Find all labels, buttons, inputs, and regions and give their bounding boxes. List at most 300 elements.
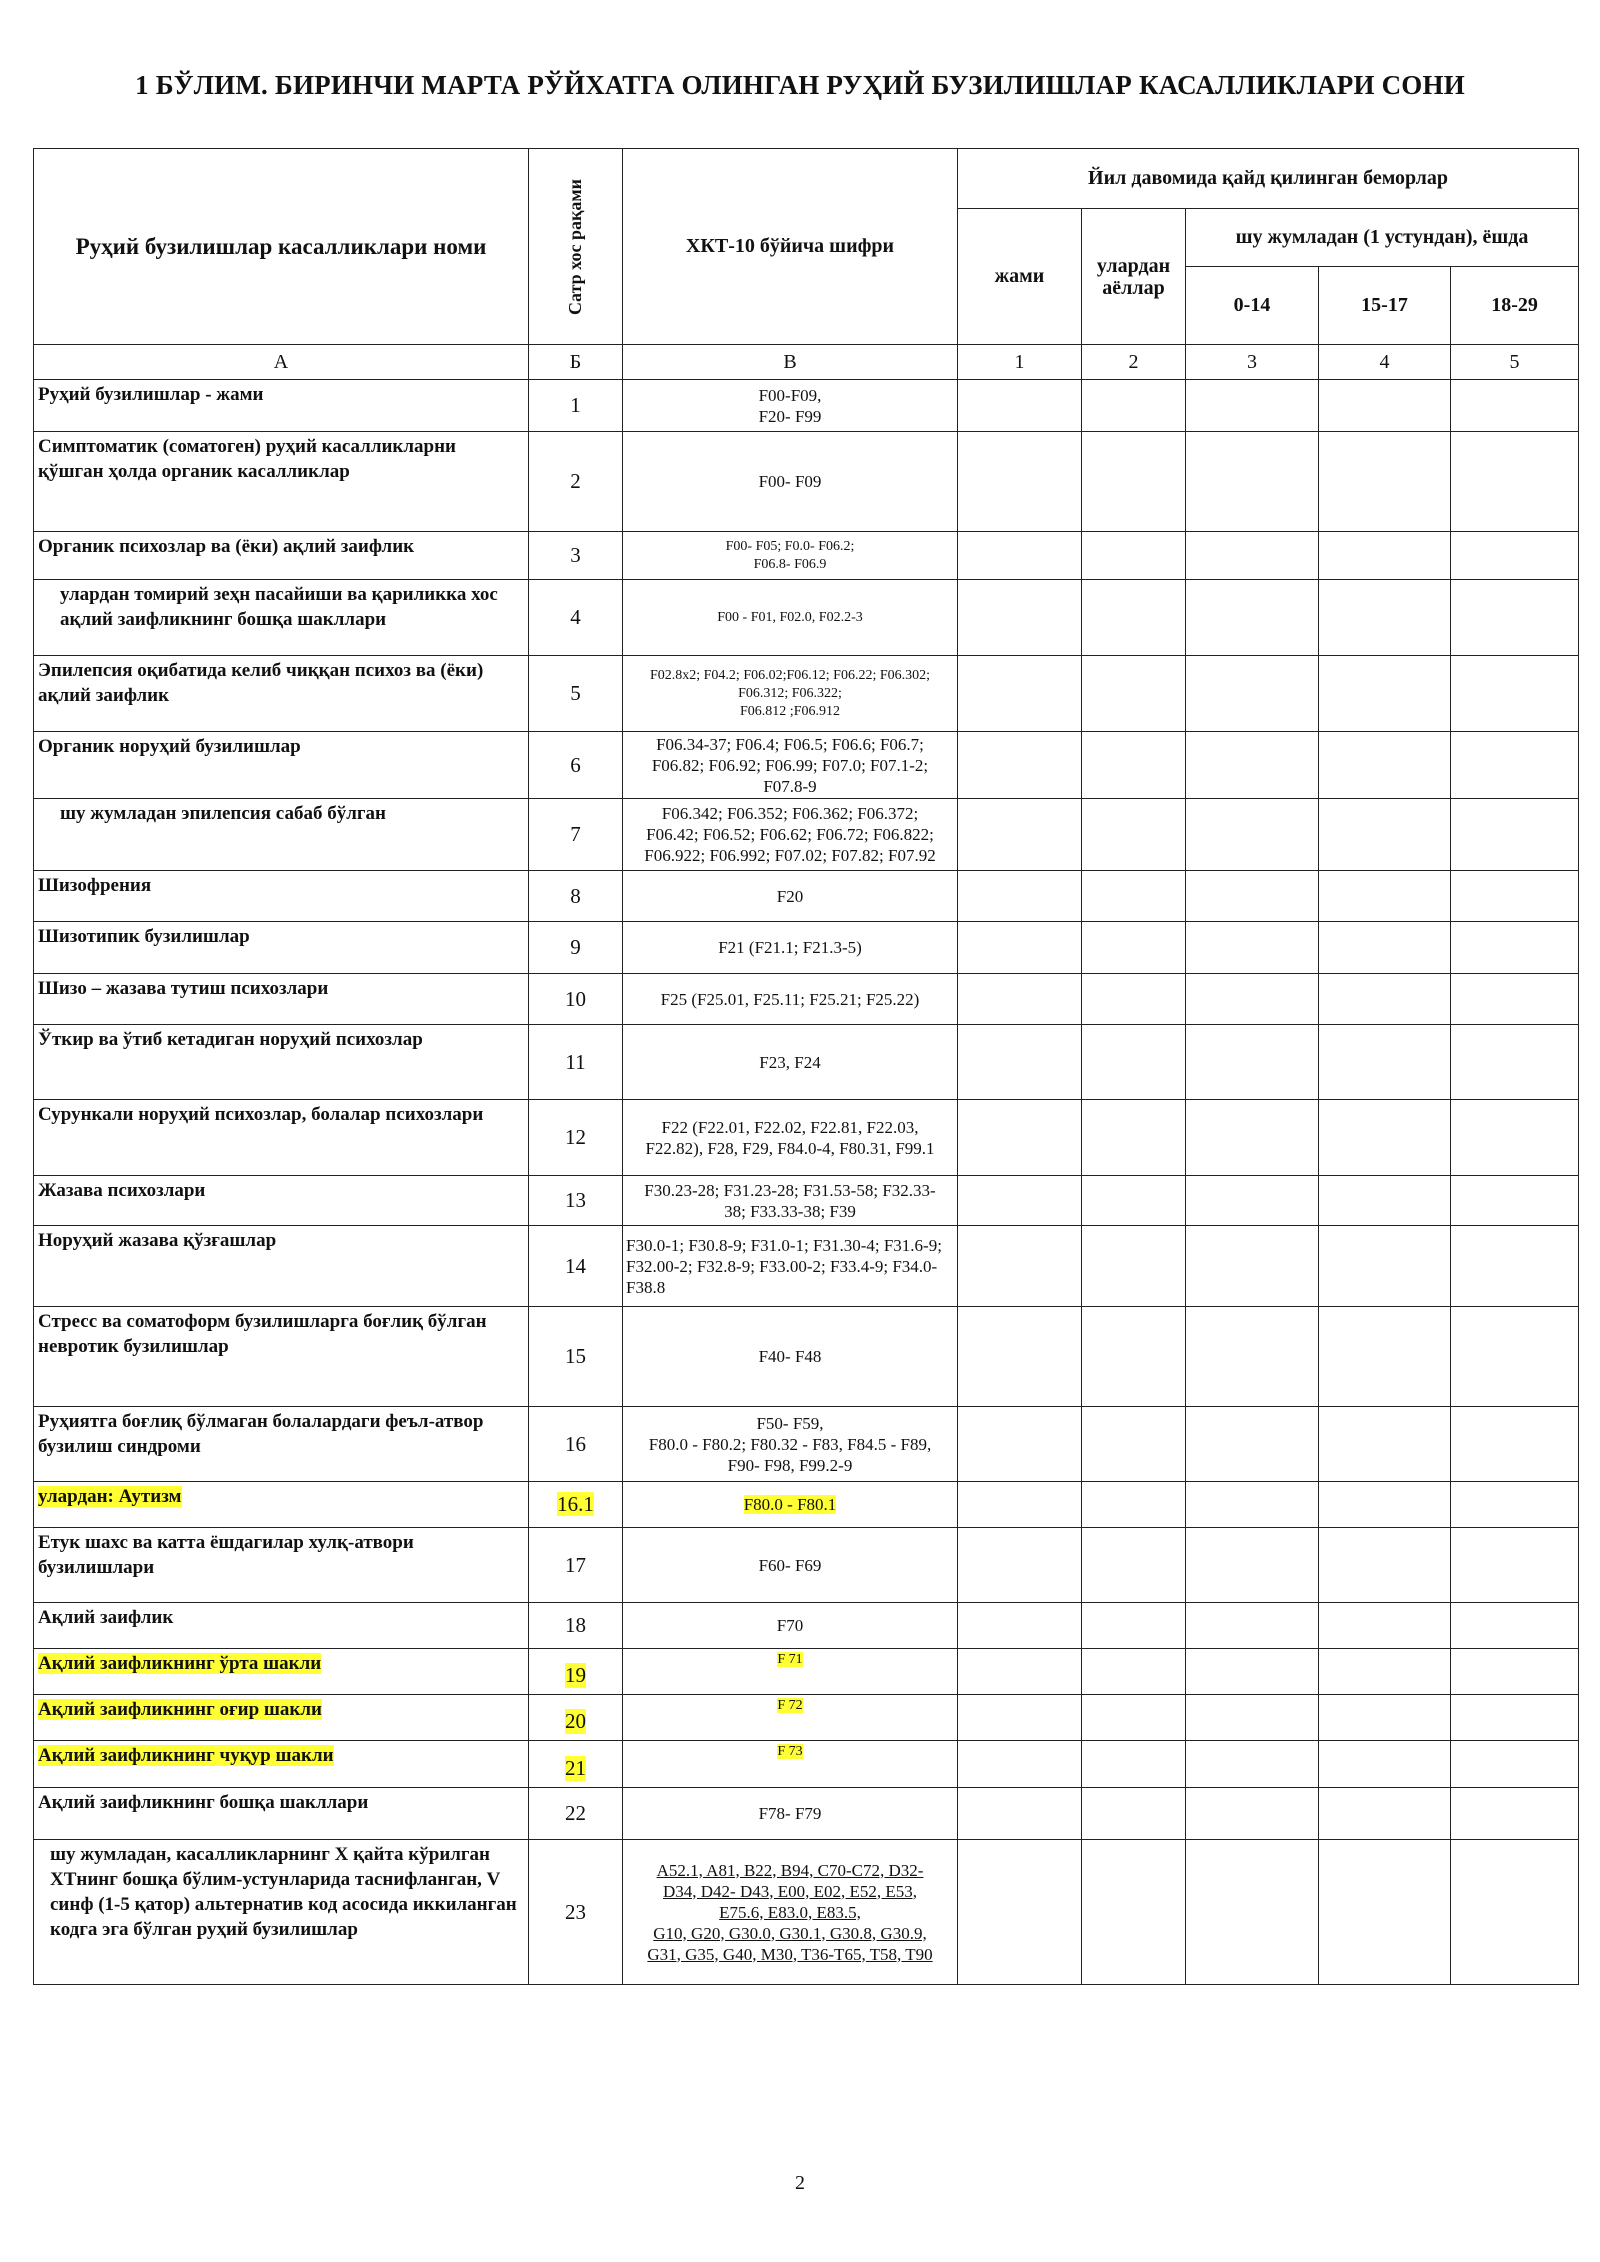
data-cell[interactable] (1451, 1100, 1579, 1176)
row-icd-code-text: F00-F09, F20- F99 (758, 385, 822, 426)
column-letter: В (623, 345, 958, 380)
row-name (34, 1603, 529, 1649)
row-icd-code (623, 1603, 958, 1649)
data-cell[interactable] (1186, 1695, 1319, 1741)
row-name-text: улардан томирий зеҳн пасайиши ва қариликка хос ақлий заифликнинг бошқа шакллари (60, 584, 498, 630)
table-row (34, 1307, 1579, 1407)
row-icd-code-text: F 73 (777, 1744, 803, 1759)
data-cell[interactable] (1082, 380, 1186, 432)
data-cell[interactable] (1186, 380, 1319, 432)
data-cell[interactable] (958, 732, 1082, 799)
row-number-text: 6 (570, 752, 581, 777)
data-cell[interactable] (1082, 871, 1186, 922)
row-name-text: Ақлий заифликнинг ўрта шакли (38, 1653, 322, 1674)
data-cell[interactable] (1451, 1528, 1579, 1603)
data-cell[interactable] (1319, 1528, 1451, 1603)
data-cell[interactable] (1319, 1695, 1451, 1741)
header-total: жами (958, 209, 1082, 345)
row-number-text: 1 (570, 393, 581, 417)
table-row (34, 1649, 1579, 1695)
column-letter: 5 (1451, 345, 1579, 380)
row-number (529, 432, 623, 532)
data-cell[interactable] (958, 1482, 1082, 1528)
row-name (34, 922, 529, 974)
table-row (34, 1788, 1579, 1840)
row-number-text: 7 (570, 822, 581, 846)
header-code (623, 149, 958, 345)
data-cell[interactable] (1319, 922, 1451, 974)
row-number (529, 1788, 623, 1840)
row-icd-code-text: A52.1, A81, B22, B94, C70-C72, D32- D34, D42- D43, E00, E02, E52, E53, E75.6, E83.0, E83.5, G10, G20, G30.0, G30.1, G30.8, G30.9, G31, G35, G40, M30, T36-T65, T58, T90 (647, 1860, 933, 1964)
column-letter: 1 (958, 345, 1082, 380)
row-number (529, 1025, 623, 1100)
data-cell[interactable] (958, 1528, 1082, 1603)
row-icd-code-text: F20 (776, 886, 804, 906)
row-icd-code-text: F06.34-37; F06.4; F06.5; F06.6; F06.7; F06.82; F06.92; F06.99; F07.0; F07.1-2; F07.8-9 (651, 734, 929, 796)
row-icd-code (623, 1176, 958, 1226)
row-number (529, 1226, 623, 1307)
data-cell[interactable] (1451, 1695, 1579, 1741)
row-icd-code-text: F 72 (777, 1698, 803, 1713)
table-row (34, 656, 1579, 732)
row-name-text: Шизофрения (38, 875, 152, 896)
row-name-text: Ақлий заифликнинг бошқа шакллари (38, 1792, 369, 1813)
data-cell[interactable] (1319, 974, 1451, 1025)
data-cell[interactable] (1082, 1741, 1186, 1788)
row-number (529, 1100, 623, 1176)
data-cell[interactable] (958, 580, 1082, 656)
row-icd-code-text: F50- F59, F80.0 - F80.2; F80.32 - F83, F84.5 - F89, F90- F98, F99.2-9 (648, 1413, 932, 1475)
data-cell[interactable] (1082, 1528, 1186, 1603)
row-name-text: Норуҳий жазава қўзғашлар (38, 1230, 277, 1251)
row-number-text: 5 (570, 681, 581, 705)
table-row (34, 732, 1579, 799)
data-cell[interactable] (1451, 580, 1579, 656)
row-name (34, 432, 529, 532)
row-name (34, 1649, 529, 1695)
row-name-text: шу жумладан эпилепсия сабаб бўлган (60, 803, 386, 824)
row-icd-code (623, 1100, 958, 1176)
data-cell[interactable] (1319, 1741, 1451, 1788)
table-body (34, 380, 1579, 1985)
row-number-text: 18 (565, 1613, 586, 1637)
data-cell[interactable] (958, 1741, 1082, 1788)
data-cell[interactable] (1451, 532, 1579, 580)
data-cell[interactable] (958, 1307, 1082, 1407)
row-icd-code (623, 922, 958, 974)
row-icd-code-text: F22 (F22.01, F22.02, F22.81, F22.03, F22.82), F28, F29, F84.0-4, F80.31, F99.1 (645, 1117, 935, 1158)
data-cell[interactable] (1319, 871, 1451, 922)
row-number (529, 580, 623, 656)
table-row (34, 1025, 1579, 1100)
header-age-0-14: 0-14 (1186, 267, 1319, 345)
row-icd-code-text: F80.0 - F80.1 (743, 1495, 837, 1514)
row-name-text: Руҳий бузилишлар - жами (38, 384, 264, 405)
row-number (529, 380, 623, 432)
data-cell[interactable] (1451, 1649, 1579, 1695)
row-number-text: 12 (565, 1125, 586, 1149)
data-cell[interactable] (958, 799, 1082, 871)
row-number-text: 9 (570, 935, 581, 959)
row-number-text: 11 (565, 1049, 586, 1074)
data-cell[interactable] (1319, 1307, 1451, 1407)
data-cell[interactable] (1082, 799, 1186, 871)
row-name-text: шу жумладан, касалликларнинг X қайта кўрилган ХТнинг бошқа бўлим-устунларида таснифланган, V синф (1-5 қатор) альтернатив код асосида иккиланган кодга эга бўлган руҳий бузилишлар (50, 1844, 517, 1940)
data-cell[interactable] (1451, 1603, 1579, 1649)
data-cell[interactable] (1186, 532, 1319, 580)
row-name (34, 532, 529, 580)
row-icd-code-text: F23, F24 (759, 1052, 821, 1072)
row-name (34, 871, 529, 922)
row-icd-code-text: F25 (F25.01, F25.11; F25.21; F25.22) (660, 989, 920, 1009)
row-name (34, 1176, 529, 1226)
table-row (34, 380, 1579, 432)
data-cell[interactable] (1082, 656, 1186, 732)
row-number (529, 1307, 623, 1407)
data-cell[interactable] (1319, 1100, 1451, 1176)
data-cell[interactable] (1082, 922, 1186, 974)
row-name-text: Ўткир ва ўтиб кетадиган норуҳий психозлар (38, 1029, 423, 1050)
row-icd-code (623, 871, 958, 922)
row-number-text: 21 (565, 1755, 586, 1780)
row-name (34, 732, 529, 799)
data-cell[interactable] (1186, 1100, 1319, 1176)
row-name-text: Жазава психозлари (38, 1180, 206, 1201)
data-cell[interactable] (1186, 1407, 1319, 1482)
row-icd-code-text: F60- F69 (758, 1555, 822, 1575)
table-row (34, 974, 1579, 1025)
row-name-text: Сурункали норуҳий психозлар, болалар психозлари (38, 1104, 484, 1125)
row-name-text: Органик психозлар ва (ёки) ақлий заифлик (38, 536, 415, 557)
row-icd-code (623, 1025, 958, 1100)
data-cell[interactable] (1186, 871, 1319, 922)
data-cell[interactable] (958, 1176, 1082, 1226)
row-icd-code (623, 1788, 958, 1840)
data-cell[interactable] (1319, 732, 1451, 799)
data-cell[interactable] (1451, 1482, 1579, 1528)
table-row (34, 1741, 1579, 1788)
table-row (34, 799, 1579, 871)
row-number-text: 23 (565, 1899, 586, 1924)
data-cell[interactable] (1451, 922, 1579, 974)
row-icd-code (623, 1741, 958, 1788)
row-number (529, 1176, 623, 1226)
row-name-text: Ақлий заифликнинг чуқур шакли (38, 1745, 334, 1766)
data-cell[interactable] (1451, 871, 1579, 922)
row-name-text: Эпилепсия оқибатида келиб чиққан психоз ва (ёки) ақлий заифлик (38, 660, 484, 706)
row-name-text: Симптоматик (соматоген) руҳий касалликларни қўшган ҳолда органик касалликлар (38, 436, 456, 482)
row-number (529, 1603, 623, 1649)
page-number: 2 (795, 2172, 805, 2194)
data-cell[interactable] (1082, 1603, 1186, 1649)
row-number (529, 1840, 623, 1985)
table-row (34, 532, 1579, 580)
row-number (529, 656, 623, 732)
data-cell[interactable] (958, 1025, 1082, 1100)
row-name (34, 1695, 529, 1741)
data-cell[interactable] (1319, 432, 1451, 532)
data-cell[interactable] (1319, 580, 1451, 656)
data-cell[interactable] (1186, 974, 1319, 1025)
table-row (34, 1100, 1579, 1176)
row-number (529, 974, 623, 1025)
row-number-text: 4 (570, 605, 581, 629)
row-name (34, 1407, 529, 1482)
data-cell[interactable] (958, 1100, 1082, 1176)
table-row (34, 1482, 1579, 1528)
row-icd-code (623, 532, 958, 580)
row-name-text: Органик норуҳий бузилишлар (38, 736, 301, 757)
row-number-text: 14 (565, 1253, 586, 1278)
data-cell[interactable] (1082, 1176, 1186, 1226)
data-cell[interactable] (1319, 1176, 1451, 1226)
row-icd-code (623, 1407, 958, 1482)
data-cell[interactable] (1451, 974, 1579, 1025)
row-number (529, 922, 623, 974)
data-cell[interactable] (1186, 732, 1319, 799)
row-number-text: 22 (565, 1801, 586, 1825)
table-row (34, 1603, 1579, 1649)
data-cell[interactable] (1082, 1100, 1186, 1176)
data-cell[interactable] (1082, 1226, 1186, 1307)
data-cell[interactable] (1082, 1788, 1186, 1840)
row-number (529, 1649, 623, 1695)
row-name (34, 1528, 529, 1603)
data-cell[interactable] (1319, 1788, 1451, 1840)
header-age-group: шу жумладан (1 устундан), ёшда (1186, 209, 1579, 267)
row-icd-code-text: F00- F05; F0.0- F06.2; F06.8- F06.9 (725, 538, 855, 572)
row-name (34, 656, 529, 732)
data-cell[interactable] (1451, 732, 1579, 799)
row-name (34, 1226, 529, 1307)
table-row (34, 580, 1579, 656)
row-icd-code (623, 1649, 958, 1695)
column-letter: 2 (1082, 345, 1186, 380)
data-cell[interactable] (958, 380, 1082, 432)
data-cell[interactable] (1319, 1025, 1451, 1100)
data-cell[interactable] (1082, 1407, 1186, 1482)
data-cell[interactable] (1451, 1025, 1579, 1100)
page-title: 1 БЎЛИМ. БИРИНЧИ МАРТА РЎЙХАТГА ОЛИНГАН РУҲИЙ БУЗИЛИШЛАР КАСАЛЛИКЛАРИ СОНИ (135, 70, 1465, 100)
data-cell[interactable] (1319, 656, 1451, 732)
data-cell[interactable] (1082, 532, 1186, 580)
data-cell[interactable] (1082, 974, 1186, 1025)
row-number (529, 1528, 623, 1603)
data-cell[interactable] (1082, 432, 1186, 532)
row-name (34, 1307, 529, 1407)
row-icd-code (623, 799, 958, 871)
row-name-text: Стресс ва соматоформ бузилишларга боғлиқ бўлган невротик бузилишлар (38, 1311, 487, 1357)
row-number (529, 1482, 623, 1528)
row-icd-code (623, 1840, 958, 1985)
data-cell[interactable] (1451, 656, 1579, 732)
header-families: улардан аёллар (1082, 209, 1186, 345)
row-number (529, 732, 623, 799)
header-age-18-29: 18-29 (1451, 267, 1579, 345)
row-name (34, 974, 529, 1025)
data-cell[interactable] (1186, 1741, 1319, 1788)
row-icd-code (623, 974, 958, 1025)
row-icd-code (623, 1226, 958, 1307)
report-table (33, 148, 1579, 1985)
header-name (34, 149, 529, 345)
data-cell[interactable] (958, 532, 1082, 580)
data-cell[interactable] (1451, 1226, 1579, 1307)
row-icd-code (623, 580, 958, 656)
data-cell[interactable] (1451, 1840, 1579, 1985)
data-cell[interactable] (1186, 1840, 1319, 1985)
data-cell[interactable] (1319, 380, 1451, 432)
row-name (34, 1482, 529, 1528)
data-cell[interactable] (1186, 1528, 1319, 1603)
row-name-text: Ақлий заифлик (38, 1607, 174, 1628)
data-cell[interactable] (1319, 799, 1451, 871)
row-name (34, 1840, 529, 1985)
row-name (34, 799, 529, 871)
data-cell[interactable] (1319, 1226, 1451, 1307)
header-registered: Йил давомида қайд қилинган беморлар (958, 149, 1579, 209)
row-name (34, 380, 529, 432)
row-number (529, 871, 623, 922)
data-cell[interactable] (1186, 1603, 1319, 1649)
data-cell[interactable] (1186, 799, 1319, 871)
data-cell[interactable] (1082, 1025, 1186, 1100)
column-letter: 3 (1186, 345, 1319, 380)
table-row (34, 1407, 1579, 1482)
data-cell[interactable] (1319, 1649, 1451, 1695)
table-row (34, 1695, 1579, 1741)
header-name-text: Руҳий бузилишлар касалликлари номи (75, 234, 487, 259)
data-cell[interactable] (958, 1695, 1082, 1741)
header-row-num (529, 149, 623, 345)
table-row (34, 871, 1579, 922)
header-age-15-17: 15-17 (1319, 267, 1451, 345)
data-cell[interactable] (1186, 432, 1319, 532)
column-letter: Б (529, 345, 623, 380)
data-cell[interactable] (958, 922, 1082, 974)
data-cell[interactable] (958, 1840, 1082, 1985)
row-icd-code-text: F00- F09 (758, 472, 822, 491)
data-cell[interactable] (958, 871, 1082, 922)
data-cell[interactable] (1186, 1307, 1319, 1407)
row-number (529, 1407, 623, 1482)
data-cell[interactable] (1082, 580, 1186, 656)
data-cell[interactable] (1319, 1840, 1451, 1985)
row-name (34, 1100, 529, 1176)
row-number (529, 1695, 623, 1741)
data-cell[interactable] (1186, 1788, 1319, 1840)
data-cell[interactable] (1082, 1840, 1186, 1985)
data-cell[interactable] (1082, 1695, 1186, 1741)
row-number-text: 3 (570, 543, 581, 567)
row-number-text: 15 (565, 1344, 586, 1368)
data-cell[interactable] (958, 974, 1082, 1025)
row-number-text: 13 (565, 1188, 586, 1212)
data-cell[interactable] (1186, 1025, 1319, 1100)
row-number-text: 16.1 (557, 1492, 594, 1516)
data-cell[interactable] (1186, 1226, 1319, 1307)
data-cell[interactable] (958, 432, 1082, 532)
column-letters-row (34, 345, 1579, 380)
row-name-text: Шизотипик бузилишлар (38, 926, 250, 947)
row-number-text: 10 (565, 986, 586, 1011)
row-name-text: улардан: Аутизм (38, 1486, 182, 1507)
row-number (529, 1741, 623, 1788)
row-name-text: Ақлий заифликнинг оғир шакли (38, 1699, 322, 1720)
row-number-text: 2 (570, 469, 581, 493)
data-cell[interactable] (958, 1603, 1082, 1649)
column-letter: А (34, 345, 529, 380)
row-icd-code (623, 1482, 958, 1528)
row-icd-code (623, 1695, 958, 1741)
row-number-text: 20 (565, 1709, 586, 1733)
table-row (34, 922, 1579, 974)
row-icd-code (623, 656, 958, 732)
data-cell[interactable] (1082, 1482, 1186, 1528)
row-name (34, 1741, 529, 1788)
data-cell[interactable] (1451, 1788, 1579, 1840)
row-icd-code (623, 432, 958, 532)
data-cell[interactable] (1082, 732, 1186, 799)
row-name (34, 1788, 529, 1840)
row-icd-code-text: F78- F79 (758, 1804, 822, 1823)
data-cell[interactable] (958, 1649, 1082, 1695)
data-cell[interactable] (1186, 1482, 1319, 1528)
row-name (34, 580, 529, 656)
header-row-num-text: Сатр хос рақами (565, 178, 585, 315)
row-icd-code-text: F 71 (777, 1652, 803, 1667)
table-row (34, 1226, 1579, 1307)
data-cell[interactable] (1186, 580, 1319, 656)
row-icd-code-text: F02.8x2; F04.2; F06.02;F06.12; F06.22; F06.302; F06.312; F06.322; F06.812 ;F06.912 (649, 667, 931, 719)
row-number (529, 532, 623, 580)
table-row (34, 432, 1579, 532)
data-cell[interactable] (1451, 799, 1579, 871)
data-cell[interactable] (1319, 532, 1451, 580)
data-cell[interactable] (1186, 656, 1319, 732)
data-cell[interactable] (1082, 1307, 1186, 1407)
row-name-text: Руҳиятга боғлиқ бўлмаган болалардаги феъл-атвор бузилиш синдроми (38, 1411, 484, 1457)
data-cell[interactable] (1186, 922, 1319, 974)
data-cell[interactable] (1319, 1482, 1451, 1528)
data-cell[interactable] (958, 1788, 1082, 1840)
data-cell[interactable] (958, 1407, 1082, 1482)
row-name-text: Шизо – жазава тутиш психозлари (38, 978, 329, 999)
row-icd-code-text: F00 - F01, F02.0, F02.2-3 (717, 609, 863, 625)
data-cell[interactable] (958, 656, 1082, 732)
data-cell[interactable] (1451, 1741, 1579, 1788)
row-icd-code-text: F30.0-1; F30.8-9; F31.0-1; F31.30-4; F31.6-9; F32.00-2; F32.8-9; F33.00-2; F33.4-9; F34.0- F38.8 (626, 1235, 942, 1297)
data-cell[interactable] (1186, 1176, 1319, 1226)
data-cell[interactable] (1451, 1176, 1579, 1226)
row-icd-code-text: F30.23-28; F31.23-28; F31.53-58; F32.33- 38; F33.33-38; F39 (644, 1180, 936, 1221)
table-row (34, 1528, 1579, 1603)
data-cell[interactable] (958, 1226, 1082, 1307)
row-icd-code-text: F40- F48 (758, 1347, 822, 1366)
data-cell[interactable] (1319, 1603, 1451, 1649)
data-cell[interactable] (1082, 1649, 1186, 1695)
row-icd-code (623, 380, 958, 432)
data-cell[interactable] (1319, 1407, 1451, 1482)
data-cell[interactable] (1451, 432, 1579, 532)
data-cell[interactable] (1451, 380, 1579, 432)
data-cell[interactable] (1451, 1307, 1579, 1407)
row-icd-code-text: F06.342; F06.352; F06.362; F06.372; F06.42; F06.52; F06.62; F06.72; F06.822; F06.922; F06.992; F07.02; F07.82; F07.92 (644, 804, 936, 865)
row-number (529, 799, 623, 871)
data-cell[interactable] (1186, 1649, 1319, 1695)
table-row (34, 1176, 1579, 1226)
data-cell[interactable] (1451, 1407, 1579, 1482)
